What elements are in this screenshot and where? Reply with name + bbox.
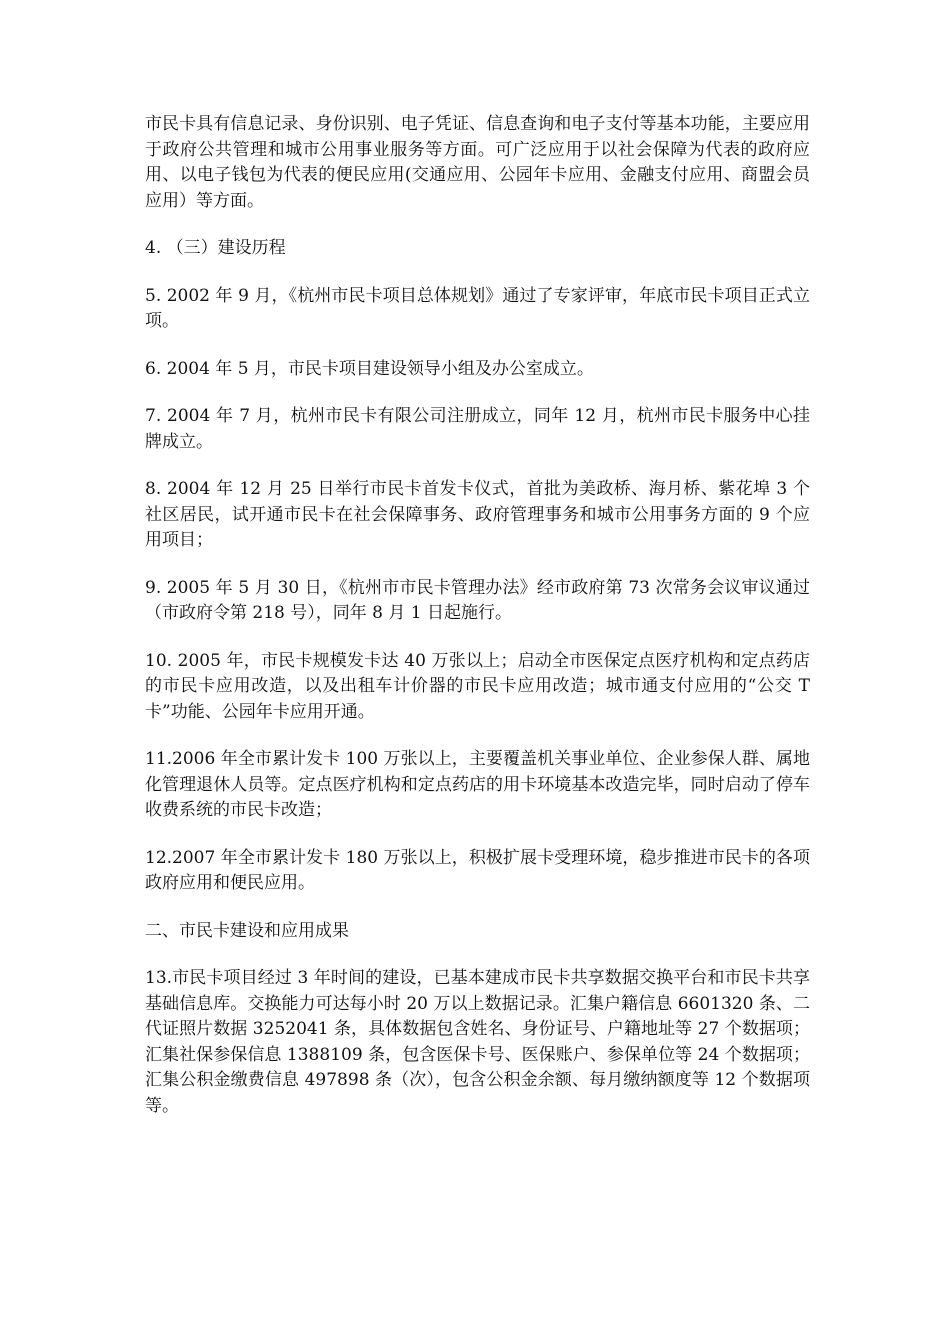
list-item-2007: 12.2007 年全市累计发卡 180 万张以上，积极扩展卡受理环境，稳步推进市民卡的各项政府应用和便民应用。 [145, 847, 810, 893]
list-item-2004-may: 6. 2004 年 5 月，市民卡项目建设领导小组及办公室成立。 [145, 358, 594, 379]
paragraph-card-functions: 市民卡具有信息记录、身份识别、电子凭证、信息查询和电子支付等基本功能，主要应用于政府公共管理和城市公用事业服务等方面。可广泛应用于以社会保障为代表的政府应用、以电子钱包为代表的便民应用(交通应用、公园年卡应用、金融支付应用、商盟会员应用）等方面。 [145, 114, 810, 211]
list-item-2006: 11.2006 年全市累计发卡 100 万张以上，主要覆盖机关事业单位、企业参保人群、属地化管理退休人员等。定点医疗机构和定点药店的用卡环境基本改造完毕，同时启动了停车收费系统的市民卡改造； [145, 749, 810, 820]
document-body [145, 112, 810, 1141]
list-item-achievements: 13.市民卡项目经过 3 年时间的建设，已基本建成市民卡共享数据交换平台和市民卡共享基础信息库。交换能力可达每小时 20 万以上数据记录。汇集户籍信息 6601320 条、二代证照片数据 3252041 条，具体数据包含姓名、身份证号、户籍地址等 27 个数据项；汇集社保参保信息 1388109 条，包含医保卡号、医保账户、参保单位等 24 个数据项； 汇集公积金缴费信息 497898 条（次），包含公积金余额、每月缴纳额度等 12 个数据项等。 [145, 968, 810, 1116]
list-item-2005: 10. 2005 年，市民卡规模发卡达 40 万张以上；启动全市医保定点医疗机构和定点药店的市民卡应用改造，以及出租车计价器的市民卡应用改造；城市通支付应用的“公交 T 卡”功能、公园年卡应用开通。 [145, 650, 810, 722]
list-item-2002: 5. 2002 年 9 月，《杭州市民卡项目总体规划》通过了专家评审，年底市民卡项目正式立项。 [145, 285, 810, 331]
section-heading-achievements: 二、市民卡建设和应用成果 [145, 920, 349, 941]
list-item-2005-may: 9. 2005 年 5 月 30 日，《杭州市市民卡管理办法》经市政府第 73 次常务会议审议通过（市政府令第 218 号），同年 8 月 1 日起施行。 [145, 577, 810, 623]
section-heading-construction-history: 4. （三）建设历程 [145, 238, 286, 258]
list-item-2004-december: 8. 2004 年 12 月 25 日举行市民卡首发卡仪式，首批为美政桥、海月桥、紫花埠 3 个社区居民，试开通市民卡在社会保障事务、政府管理事务和城市公用事务方面的 9 个应用项目； [145, 479, 810, 550]
list-item-2004-july: 7. 2004 年 7 月，杭州市民卡有限公司注册成立，同年 12 月，杭州市民卡服务中心挂牌成立。 [145, 406, 810, 452]
